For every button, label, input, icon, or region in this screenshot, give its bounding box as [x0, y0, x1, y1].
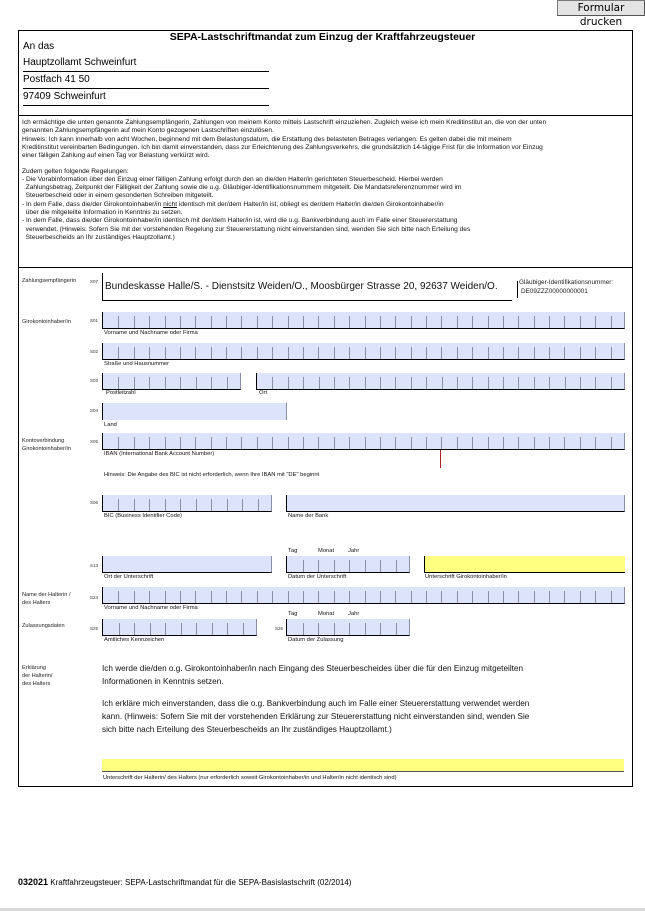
cell-divider — [595, 591, 596, 603]
field-code: S07 — [90, 279, 99, 284]
cell-divider — [488, 591, 489, 603]
cell-divider — [226, 347, 227, 359]
cell-divider — [564, 347, 565, 359]
form-number: 032021 — [18, 877, 49, 887]
date-header-year: Jahr — [348, 611, 360, 617]
cell-divider — [257, 437, 258, 449]
cell-divider — [118, 377, 119, 389]
cell-divider — [349, 377, 350, 389]
cell-divider — [165, 591, 166, 603]
declaration-line: kann. (Hinweis: Sofern Sie mit der vorstehenden Erklärung zur Steuererstattung nicht einverstanden sind, wenden Sie — [102, 712, 530, 721]
cell-divider — [180, 377, 181, 389]
date-header-day: Tag — [288, 548, 298, 554]
cell-divider — [318, 437, 319, 449]
address-line-2: Hauptzollamt Schweinfurt — [23, 57, 137, 68]
cell-divider — [441, 591, 442, 603]
cell-divider — [212, 623, 213, 635]
cell-divider — [564, 316, 565, 328]
cell-divider — [457, 377, 458, 389]
declaration-line: Ich werde die/den o.g. Girokontoinhaber/in nach Eingang des Steuerbescheides über die für den Einzug mitgeteilten — [102, 664, 524, 673]
cell-divider — [472, 316, 473, 328]
field-code: S03 — [90, 378, 99, 383]
cell-divider — [241, 347, 242, 359]
cell-divider — [242, 499, 243, 511]
cell-divider — [411, 591, 412, 603]
cell-divider — [580, 591, 581, 603]
cell-divider — [165, 377, 166, 389]
cell-divider — [180, 316, 181, 328]
cell-divider — [349, 437, 350, 449]
address-divider — [23, 71, 269, 72]
cell-divider — [211, 347, 212, 359]
creditor-id-label: Gläubiger-Identifikationsnummer: — [519, 279, 614, 286]
field-code: S02 — [90, 349, 99, 354]
section-account-holder: Girokontoinhaber/in — [22, 319, 71, 325]
mandate-text-line: Zudem gelten folgende Regelungen: — [22, 167, 129, 175]
cell-divider — [349, 560, 350, 572]
s05-iban-field[interactable] — [102, 433, 625, 450]
s06-bic-field[interactable] — [102, 495, 272, 512]
cell-divider — [441, 437, 442, 449]
field-code: S26 — [275, 626, 284, 631]
cell-divider — [457, 347, 458, 359]
cell-divider — [611, 591, 612, 603]
cell-divider — [241, 591, 242, 603]
cell-divider — [472, 591, 473, 603]
signature-account-holder-field[interactable] — [424, 556, 625, 573]
cell-divider — [227, 377, 228, 389]
cell-divider — [334, 591, 335, 603]
cell-divider — [457, 591, 458, 603]
cell-divider — [226, 437, 227, 449]
cell-divider — [180, 499, 181, 511]
cell-divider — [611, 316, 612, 328]
cell-divider — [518, 316, 519, 328]
cell-divider — [303, 560, 304, 572]
cell-divider — [349, 623, 350, 635]
cell-divider — [288, 377, 289, 389]
cell-divider — [303, 591, 304, 603]
cell-divider — [288, 347, 289, 359]
section-bank-details: Kontoverbindung — [22, 438, 65, 444]
cell-divider — [457, 437, 458, 449]
cell-divider — [380, 377, 381, 389]
cell-divider — [472, 437, 473, 449]
bic-hint: Hinweis: Die Angabe des BIC ist nicht erforderlich, wenn Ihre IBAN mit "DE" beginnt — [104, 472, 320, 478]
cell-divider — [227, 623, 228, 635]
cell-divider — [272, 316, 273, 328]
section-holder-name: Name der Halterin / — [22, 592, 71, 598]
cell-divider — [334, 347, 335, 359]
cell-divider — [426, 347, 427, 359]
cell-divider — [149, 591, 150, 603]
cell-divider — [488, 316, 489, 328]
cell-divider — [549, 377, 550, 389]
cell-divider — [380, 316, 381, 328]
s26-registration-date-field[interactable] — [286, 619, 410, 636]
cell-divider — [426, 437, 427, 449]
cell-divider — [518, 347, 519, 359]
s04-country-field[interactable] — [102, 403, 287, 420]
cell-divider — [318, 560, 319, 572]
cell-divider — [518, 437, 519, 449]
cell-divider — [380, 591, 381, 603]
creditor-divider — [517, 281, 518, 298]
s03-postcode-field[interactable] — [102, 373, 241, 390]
cell-divider — [211, 437, 212, 449]
cell-divider — [595, 347, 596, 359]
cell-divider — [396, 623, 397, 635]
cell-divider — [395, 347, 396, 359]
cell-divider — [365, 347, 366, 359]
cell-divider — [595, 437, 596, 449]
cell-divider — [580, 347, 581, 359]
cell-divider — [503, 377, 504, 389]
cell-divider — [134, 499, 135, 511]
cell-divider — [534, 591, 535, 603]
cell-divider — [165, 316, 166, 328]
s13-date-caption: Datum der Unterschrift — [288, 574, 347, 580]
cell-divider — [303, 377, 304, 389]
cell-divider — [227, 499, 228, 511]
mandate-text-line: Steuerbescheids an Ihr zuständiges Hauptzollamt.) — [22, 233, 175, 241]
s13-date-field[interactable] — [286, 556, 410, 573]
mandate-text-line: Zahlungsbetrag, Zeitpunkt der Fälligkeit der Zahlung sowie die u.g. Gläubiger-Identifikationsnummern mitgeteilt. Die Mandatsreferenznummer wird im — [22, 184, 462, 192]
cell-divider — [549, 591, 550, 603]
cell-divider — [149, 377, 150, 389]
cell-divider — [119, 623, 120, 635]
date-header-month: Monat — [318, 611, 335, 617]
cell-divider — [441, 347, 442, 359]
cell-divider — [395, 316, 396, 328]
cell-divider — [564, 591, 565, 603]
cell-divider — [395, 437, 396, 449]
mandate-text-line: verwendet. (Hinweis: Sofern Sie mit der vorstehenden Regelung zur Steuererstattung nicht einverstanden sind, wenden Sie sich bitte nach Erteilung des — [22, 225, 471, 233]
cell-divider — [488, 377, 489, 389]
cell-divider — [272, 377, 273, 389]
cell-divider — [349, 316, 350, 328]
cell-divider — [380, 560, 381, 572]
cell-divider — [134, 316, 135, 328]
form-footer-title: Kraftfahrzeugsteuer: SEPA-Lastschriftmandat für die SEPA-Basislastschrift (02/2014) — [50, 878, 352, 887]
section-declaration-2: der Halterin/ — [22, 673, 53, 679]
cell-divider — [426, 591, 427, 603]
mandate-text-line: Ich ermächtige die unten genannte Zahlungsempfängerin, Zahlungen von meinem Konto mittels Lastschrift einzuziehen. Zugleich weise ich mein Kreditinstitut an, die von der unten — [22, 119, 547, 126]
signature-vehicle-holder-caption: Unterschrift der Halterin/ des Halters (nur erforderlich soweit Girokontoinhaber/in und Halter/in nicht identisch sind) — [103, 775, 397, 781]
mandate-text-line: - In dem Falle, dass die/der Girokontoinhaber/in identisch mit der/dem Halter/in ist, wird die u.g. Bankverbindung auch im Falle einer Steuererstattung — [22, 217, 458, 225]
cell-divider — [257, 347, 258, 359]
cell-divider — [595, 377, 596, 389]
cell-divider — [365, 560, 366, 572]
form-footer — [18, 877, 351, 887]
cell-divider — [318, 316, 319, 328]
cell-divider — [534, 316, 535, 328]
cell-divider — [211, 591, 212, 603]
field-code: S01 — [90, 318, 99, 323]
s25-caption: Amtliches Kennzeichen — [104, 637, 165, 643]
cell-divider — [258, 499, 259, 511]
declaration-line: Ich erkläre mich einverstanden, dass die o.g. Bankverbindung auch im Falle einer Steuererstattung verwendet werden — [102, 699, 530, 708]
cell-divider — [196, 623, 197, 635]
cell-divider — [365, 591, 366, 603]
cell-divider — [243, 623, 244, 635]
mandate-text-line: Kreditinstitut vereinbarten Bedingungen. Ich bin damit einverstanden, dass zur Erleichterung des Zahlungsverkehrs, die grundsätzlich 14-tägige Frist für die Information vor Einzug — [22, 143, 543, 151]
mandate-text-line: - Die Vorabinformation über den Einzug einer fälligen Zahlung erfolgt durch den an die/den Halter/in gerichteten Steuerbescheid. Hierbei werden — [22, 175, 443, 183]
cell-divider — [118, 437, 119, 449]
cell-divider — [349, 347, 350, 359]
cell-divider — [318, 591, 319, 603]
declaration-line: Informationen in Kenntnis setzen. — [102, 677, 224, 686]
cell-divider — [549, 437, 550, 449]
form-title: SEPA-Lastschriftmandat zum Einzug der Kraftfahrzeugsteuer — [169, 31, 476, 43]
s06-bank-caption: Name der Bank — [288, 513, 329, 519]
cell-divider — [149, 437, 150, 449]
cell-divider — [241, 316, 242, 328]
cell-divider — [149, 316, 150, 328]
cell-divider — [288, 437, 289, 449]
section-holder-name-2: des Halters — [22, 600, 51, 606]
payee-label: Zahlungsempfängerin — [22, 278, 77, 284]
s06-bank-name-field[interactable] — [286, 495, 625, 512]
cell-divider — [211, 499, 212, 511]
cell-divider — [472, 347, 473, 359]
cell-divider — [334, 377, 335, 389]
section-declaration-3: des Halters — [22, 681, 51, 687]
cell-divider — [165, 347, 166, 359]
cell-divider — [380, 437, 381, 449]
cell-divider — [334, 437, 335, 449]
declaration-line: sich bitte nach Erteilung des Steuerbescheids an Ihr zuständiges Hauptzollamt.) — [102, 725, 392, 734]
mandate-text-line: - In dem Falle, dass die/der Girokontoinhaber/in nicht identisch mit der/dem Halter/in ist, obliegt es der/dem Halter/in die/den Girokontoinhaber/in — [22, 200, 444, 208]
cell-divider — [365, 623, 366, 635]
address-line-4: 97409 Schweinfurt — [23, 91, 106, 102]
cell-divider — [303, 316, 304, 328]
cell-divider — [611, 347, 612, 359]
cell-divider — [211, 377, 212, 389]
cell-divider — [549, 316, 550, 328]
cell-divider — [488, 347, 489, 359]
cell-divider — [411, 377, 412, 389]
cell-divider — [426, 316, 427, 328]
address-divider — [23, 105, 269, 106]
cell-divider — [196, 377, 197, 389]
cell-divider — [118, 591, 119, 603]
s13-place-caption: Ort der Unterschrift — [104, 574, 154, 580]
section-bank-details-2: Girokontoinhaber/in — [22, 446, 71, 452]
signature-account-holder-caption: Unterschrift Girokontoinhaber/in — [425, 574, 507, 580]
cell-divider — [241, 437, 242, 449]
cell-divider — [503, 591, 504, 603]
s24-caption: Vorname und Nachname oder Firma — [104, 605, 198, 611]
s03-city-caption: Ort — [259, 390, 268, 396]
s06-bic-caption: BIC (Business Identifier Code) — [104, 513, 182, 519]
cell-divider — [380, 347, 381, 359]
payee-value: Bundeskasse Halle/S. - Dienstsitz Weiden/O., Moosbürger Strasse 20, 92637 Weiden/O. — [105, 281, 498, 292]
cell-divider — [150, 623, 151, 635]
signature-vehicle-holder-field[interactable] — [102, 759, 624, 772]
cell-divider — [195, 437, 196, 449]
s24-holder-name-field[interactable] — [102, 587, 625, 604]
cell-divider — [226, 316, 227, 328]
field-code: S24 — [90, 595, 99, 600]
cell-divider — [534, 437, 535, 449]
mandate-text-line: einer fälligen Zahlung auf einen Tag vor Belastung verkürzt wird. — [22, 152, 210, 160]
cell-divider — [288, 591, 289, 603]
field-code: S06 — [90, 500, 99, 505]
field-code: S04 — [90, 408, 99, 413]
cell-divider — [195, 347, 196, 359]
cell-divider — [595, 316, 596, 328]
cell-divider — [118, 316, 119, 328]
cell-divider — [580, 377, 581, 389]
iban-marker — [440, 450, 441, 468]
cell-divider — [118, 347, 119, 359]
cell-divider — [211, 316, 212, 328]
cell-divider — [303, 623, 304, 635]
s05-caption: IBAN (International Bank Account Number) — [104, 451, 215, 457]
cell-divider — [396, 560, 397, 572]
cell-divider — [165, 437, 166, 449]
cell-divider — [411, 347, 412, 359]
cell-divider — [149, 347, 150, 359]
field-code: S05 — [90, 439, 99, 444]
cell-divider — [272, 591, 273, 603]
cell-divider — [549, 347, 550, 359]
cell-divider — [180, 347, 181, 359]
s26-caption: Datum der Zulassung — [288, 637, 344, 643]
cell-divider — [457, 316, 458, 328]
mandate-text-line: Steuerbescheid oder in einem gesonderten Schreiben mitgeteilt. — [22, 192, 214, 200]
s02-street-field[interactable] — [102, 343, 625, 360]
cell-divider — [565, 377, 566, 389]
section-declaration: Erklärung — [22, 665, 46, 671]
cell-divider — [380, 623, 381, 635]
mandate-text-line: über die mitgeteilte Information in Kenntnis zu setzen. — [22, 209, 183, 216]
cell-divider — [518, 591, 519, 603]
cell-divider — [580, 437, 581, 449]
cell-divider — [472, 377, 473, 389]
cell-divider — [149, 499, 150, 511]
cell-divider — [195, 316, 196, 328]
cell-divider — [195, 591, 196, 603]
cell-divider — [319, 377, 320, 389]
cell-divider — [564, 437, 565, 449]
cell-divider — [134, 591, 135, 603]
cell-divider — [334, 623, 335, 635]
cell-divider — [411, 437, 412, 449]
s02-caption: Straße und Hausnummer — [104, 361, 170, 367]
cell-divider — [503, 316, 504, 328]
cell-divider — [134, 347, 135, 359]
cell-divider — [226, 591, 227, 603]
section-registration: Zulassungsdaten — [22, 623, 65, 629]
s13-place-field[interactable] — [102, 556, 272, 573]
s03-city-field[interactable] — [256, 373, 625, 390]
address-divider — [23, 88, 269, 89]
cell-divider — [580, 316, 581, 328]
s01-caption: Vorname und Nachname oder Firma — [104, 330, 198, 336]
cell-divider — [257, 316, 258, 328]
cell-divider — [318, 347, 319, 359]
cell-divider — [441, 316, 442, 328]
cell-divider — [334, 560, 335, 572]
s04-caption: Land — [104, 422, 117, 428]
mandate-text-line: genannten Zahlungsempfängerin auf mein Konto gezogenen Lastschriften einzulösen. — [22, 127, 274, 135]
mandate-text-line: Hinweis: Ich kann innerhalb von acht Wochen, beginnend mit dem Belastungsdatum, die Erstattung des belasteten Betrages verlangen. Es gelten dabei die mit meinem — [22, 135, 512, 143]
cell-divider — [426, 377, 427, 389]
cell-divider — [442, 377, 443, 389]
field-code: S25 — [90, 626, 99, 631]
cell-divider — [503, 437, 504, 449]
cell-divider — [395, 591, 396, 603]
address-line-3: Postfach 41 50 — [23, 74, 90, 85]
field-code: S13 — [90, 563, 99, 568]
cell-divider — [165, 623, 166, 635]
cell-divider — [534, 347, 535, 359]
cell-divider — [257, 591, 258, 603]
cell-divider — [272, 437, 273, 449]
cell-divider — [134, 437, 135, 449]
date-header-day: Tag — [288, 611, 298, 617]
cell-divider — [180, 437, 181, 449]
creditor-id: DE09ZZZ00000000001 — [521, 288, 588, 295]
cell-divider — [272, 347, 273, 359]
cell-divider — [181, 623, 182, 635]
cell-divider — [118, 499, 119, 511]
cell-divider — [349, 591, 350, 603]
cell-divider — [611, 377, 612, 389]
s25-license-plate-field[interactable] — [102, 619, 257, 636]
cell-divider — [365, 316, 366, 328]
cell-divider — [518, 377, 519, 389]
cell-divider — [534, 377, 535, 389]
cell-divider — [488, 437, 489, 449]
cell-divider — [611, 437, 612, 449]
cell-divider — [134, 377, 135, 389]
date-header-month: Monat — [318, 548, 335, 554]
cell-divider — [503, 347, 504, 359]
cell-divider — [334, 316, 335, 328]
date-header-year: Jahr — [348, 548, 360, 554]
print-form-button[interactable]: Formular drucken — [557, 0, 645, 16]
cell-divider — [365, 437, 366, 449]
cell-divider — [196, 499, 197, 511]
cell-divider — [165, 499, 166, 511]
s03-postcode-caption: Postleitzahl — [106, 390, 136, 396]
address-line-1: An das — [23, 41, 55, 52]
cell-divider — [288, 316, 289, 328]
cell-divider — [365, 377, 366, 389]
cell-divider — [411, 316, 412, 328]
cell-divider — [303, 347, 304, 359]
s01-name-field[interactable] — [102, 312, 625, 329]
cell-divider — [318, 623, 319, 635]
cell-divider — [395, 377, 396, 389]
cell-divider — [180, 591, 181, 603]
cell-divider — [303, 437, 304, 449]
cell-divider — [134, 623, 135, 635]
